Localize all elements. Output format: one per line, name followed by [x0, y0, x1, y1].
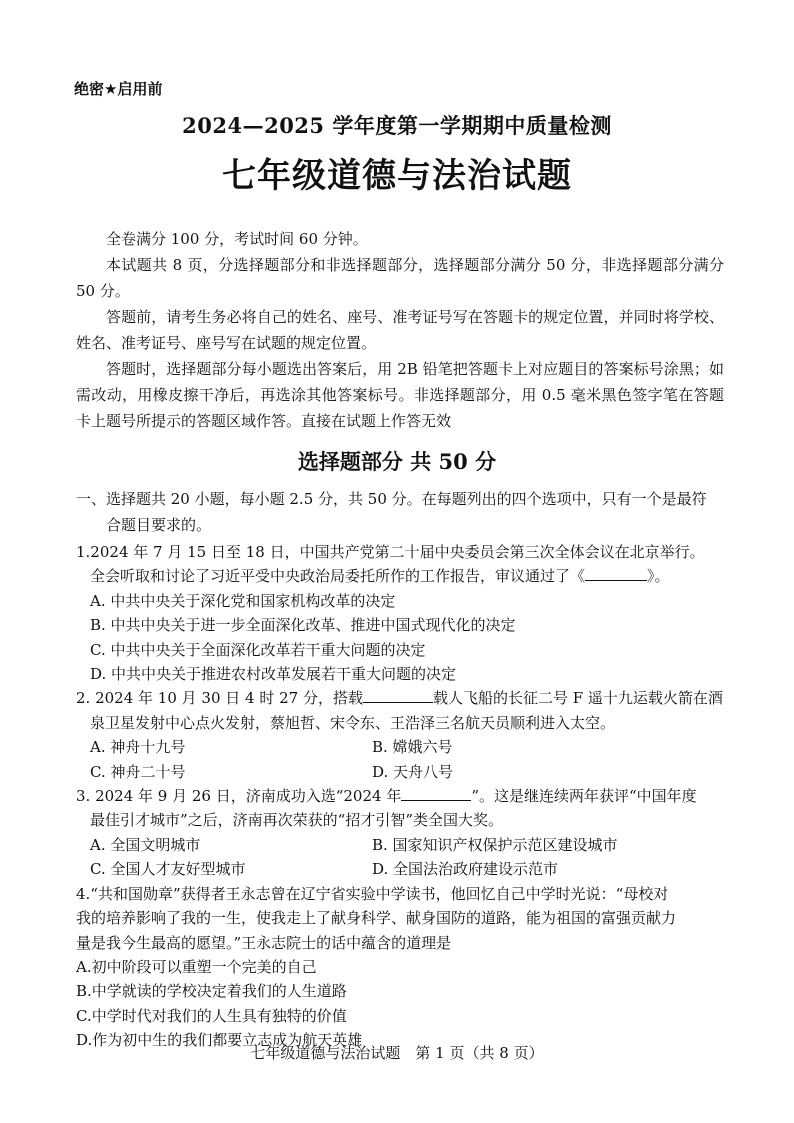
question-text: 全会听取和讨论了习近平受中央政治局委托所作的工作报告，审议通过了《 — [90, 567, 586, 586]
question-text: 》。 — [647, 567, 670, 586]
question-4 — [76, 882, 724, 1053]
page-footer: 七年级道德与法治试题 第 1 页（共 8 页） — [250, 1044, 544, 1062]
exam-instructions — [76, 226, 724, 434]
answer-blank — [401, 786, 471, 801]
question-text-line — [76, 787, 697, 805]
option-d: D. 天舟八号 — [372, 762, 454, 781]
question-stem — [76, 882, 724, 955]
question-stem — [76, 540, 724, 589]
question-text-line: 泉卫星发射中心点火发射，蔡旭哲、宋令东、王浩泽三名航天员顺利进入太空。 — [90, 713, 616, 732]
question-stem — [76, 784, 724, 833]
question-text-line: 量是我今生最高的愿望。”王永志院士的话中蕴含的道理是 — [76, 933, 452, 952]
option-a: A.初中阶段可以重塑一个完美的自己 — [76, 957, 317, 976]
option-d: D. 中共中央关于推进农村改革发展若干重大问题的决定 — [90, 665, 457, 684]
question-text-line: 最佳引才城市”之后，济南再次荣获的“招才引智”类全国大奖。 — [90, 811, 504, 830]
option-b: B. 国家知识产权保护示范区建设城市 — [372, 835, 618, 854]
question-1 — [76, 540, 724, 686]
question-stem — [76, 686, 724, 735]
option-a: A. 中共中央关于深化党和国家机构改革的决定 — [90, 591, 396, 610]
question-text-line: 我的培养影响了我的一生，使我走上了献身科学、献身国防的道路，能为祖国的富强贡献力 — [76, 909, 677, 928]
option-b: B.中学就读的学校决定着我们的人生道路 — [76, 982, 347, 1001]
option-a: A. 神舟十九号 — [90, 738, 186, 757]
question-text-line — [76, 689, 723, 707]
question-text-line — [76, 564, 724, 588]
option-c: C. 全国人才友好型城市 — [90, 860, 246, 879]
instruction-paragraph: 本试题共 8 页，分选择题部分和非选择题部分，选择题部分满分 50 分，非选择题部分满分 50 分。 — [76, 256, 724, 300]
instruction-paragraph: 答题前，请考生务必将自己的姓名、座号、准考证号写在答题卡的规定位置，并同时将学校、姓名、准考证号、座号写在试题的规定位置。 — [76, 308, 724, 352]
option-c: C. 中共中央关于全面深化改革若干重大问题的决定 — [90, 640, 426, 659]
section-instruction-line: 一、选择题共 20 小题，每小题 2.5 分，共 50 分。在每题列出的四个选项中，只有一个是最符 — [76, 490, 707, 508]
question-text-line: 1.2024 年 7 月 15 日至 18 日，中国共产党第二十届中央委员会第三次全体会议在北京举行。 — [76, 543, 705, 561]
option-b: B. 嫦娥六号 — [372, 738, 453, 757]
question-text: ”。这是继连续两年获评“中国年度 — [471, 787, 697, 806]
option-c: C.中学时代对我们的人生具有独特的价值 — [76, 1006, 347, 1025]
option-row — [76, 857, 724, 881]
option-row — [76, 760, 724, 784]
option-d: D.作为初中生的我们都要立志成为航天英雄 — [76, 1031, 363, 1050]
exam-title: 七年级道德与法治试题 — [222, 156, 572, 196]
instruction-paragraph: 答题时，选择题部分每小题选出答案后，用 2B 铅笔把答题卡上对应题目的答案标号涂黑；如需改动，用橡皮擦干净后，再选涂其他答案标号。非选择题部分，用 0.5 毫米黑色签字笔在答题卡上题号所提示的答题区域作答。直接在试题上作答无效 — [76, 360, 724, 430]
answer-blank — [363, 688, 433, 703]
confidential-mark: 绝密★启用前 — [74, 80, 163, 98]
section-heading: 选择题部分 共 50 分 — [297, 449, 497, 474]
question-text: 3. 2024 年 9 月 26 日，济南成功入选“2024 年 — [76, 787, 402, 806]
option-row — [76, 833, 724, 857]
question-3 — [76, 784, 724, 882]
exam-subtitle: 2024—2025 学年度第一学期期中质量检测 — [182, 113, 612, 138]
option-a: A. 全国文明城市 — [90, 835, 201, 854]
option-c: C. 神舟二十号 — [90, 762, 186, 781]
option-row — [76, 735, 724, 759]
section-instruction-line: 合题目要求的。 — [106, 516, 212, 534]
instruction-paragraph: 全卷满分 100 分，考试时间 60 分钟。 — [106, 230, 368, 248]
question-text-line: 4.“共和国勋章”获得者王永志曾在辽宁省实验中学读书，他回忆自己中学时光说：“母校对 — [76, 884, 669, 903]
question-text: 2. 2024 年 10 月 30 日 4 时 27 分，搭载 — [76, 689, 363, 708]
option-d: D. 全国法治政府建设示范市 — [372, 860, 559, 879]
question-list — [76, 540, 724, 1053]
answer-blank — [585, 566, 647, 581]
section-instruction — [76, 486, 724, 538]
option-b: B. 中共中央关于进一步全面深化改革、推进中国式现代化的决定 — [90, 616, 516, 635]
question-text: 载人飞船的长征二号 F 遥十九运载火箭在酒 — [432, 689, 723, 708]
question-2 — [76, 686, 724, 784]
